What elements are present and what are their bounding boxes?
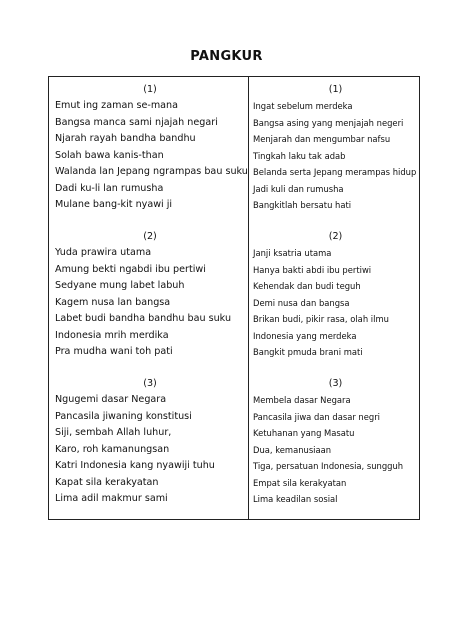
verse-line: Amung bekti ngabdi ibu pertiwi (55, 263, 206, 275)
stanza-2 (253, 228, 418, 361)
verse-line: Labet budi bandha bandhu bau suku (55, 313, 232, 324)
verse-line: Hanya bakti abdi ibu pertiwi (253, 264, 372, 275)
verse-line: Indonesia yang merdeka (253, 330, 357, 341)
verse-line: Ketuhanan yang Masatu (253, 428, 355, 438)
verse-line: Dua, kemanusiaan (253, 444, 332, 455)
verse-line: Bangkitlah bersatu hati (253, 200, 352, 210)
verse-line: Menjarah dan mengumbar nafsu (253, 134, 391, 144)
verse-line: Brikan budi, pikir rasa, olah ilmu (253, 314, 389, 324)
verse-line: Katri Indonesia kang nyawiji tuhu (55, 460, 215, 471)
verse-line: Yuda prawira utama (55, 247, 152, 258)
stanza-number: (1) (328, 84, 343, 95)
verse-line: Tiga, persatuan Indonesia, sungguh (253, 461, 404, 471)
verse-line: Bangsa manca sami njajah negari (55, 116, 218, 128)
verse-line: Sedyane mung labet labuh (55, 280, 185, 291)
verse-line: Lima adil makmur sami (55, 493, 168, 504)
verse-line: Solah bawa kanis-than (55, 149, 164, 161)
stanza-2 (55, 228, 245, 361)
verse-line: Empat sila kerakyatan (253, 477, 347, 488)
verse-line: Dadi ku-li lan rumusha (55, 182, 164, 194)
verse-line: Lima keadilan sosial (253, 494, 338, 504)
verse-line: Pra mudha wani toh pati (55, 346, 173, 357)
verse-line: Mulane bang-kit nyawi ji (55, 199, 173, 210)
verse-line: Ingat sebelum merdeka (253, 101, 353, 111)
verse-line: Walanda lan Jepang ngrampas bau suku (55, 166, 248, 177)
verse-line: Pancasila jiwaning konstitusi (55, 410, 192, 422)
verse-line: Janji ksatria utama (253, 248, 332, 258)
verse-line: Tingkah laku tak adab (253, 150, 346, 161)
poem-table (48, 76, 420, 520)
verse-line: Belanda serta Jepang merampas hidup (253, 167, 417, 177)
stanza-number: (1) (143, 84, 157, 95)
verse-line: Bangsa asing yang menjajah negeri (253, 117, 404, 128)
stanza-3 (55, 375, 245, 508)
stanza-number: (3) (328, 378, 343, 389)
verse-line: Ngugemi dasar Negara (55, 394, 167, 405)
page-title: PANGKUR (190, 49, 263, 64)
stanza-1 (55, 81, 248, 214)
verse-line: Pancasila jiwa dan dasar negri (253, 411, 380, 422)
stanza-number: (2) (328, 231, 343, 242)
stanza-number: (3) (143, 378, 157, 389)
verse-line: Emut ing zaman se-mana (55, 100, 178, 111)
verse-line: Kagem nusa lan bangsa (55, 296, 171, 308)
verse-line: Demi nusa dan bangsa (253, 297, 350, 308)
verse-line: Kehendak dan budi teguh (253, 281, 361, 291)
stanza-3 (253, 375, 418, 508)
stanza-1 (253, 81, 418, 214)
verse-line: Indonesia mrih merdika (55, 329, 169, 341)
verse-line: Jadi kuli dan rumusha (253, 183, 344, 194)
column-divider (248, 77, 249, 519)
verse-line: Membela dasar Negara (253, 395, 351, 405)
verse-line: Njarah rayah bandha bandhu (55, 133, 196, 144)
verse-line: Siji, sembah Allah luhur, (55, 427, 172, 438)
stanza-number: (2) (143, 231, 157, 242)
verse-line: Karo, roh kamanungsan (55, 443, 170, 455)
verse-line: Bangkit pmuda brani mati (253, 347, 363, 357)
verse-line: Kapat sila kerakyatan (55, 476, 159, 488)
